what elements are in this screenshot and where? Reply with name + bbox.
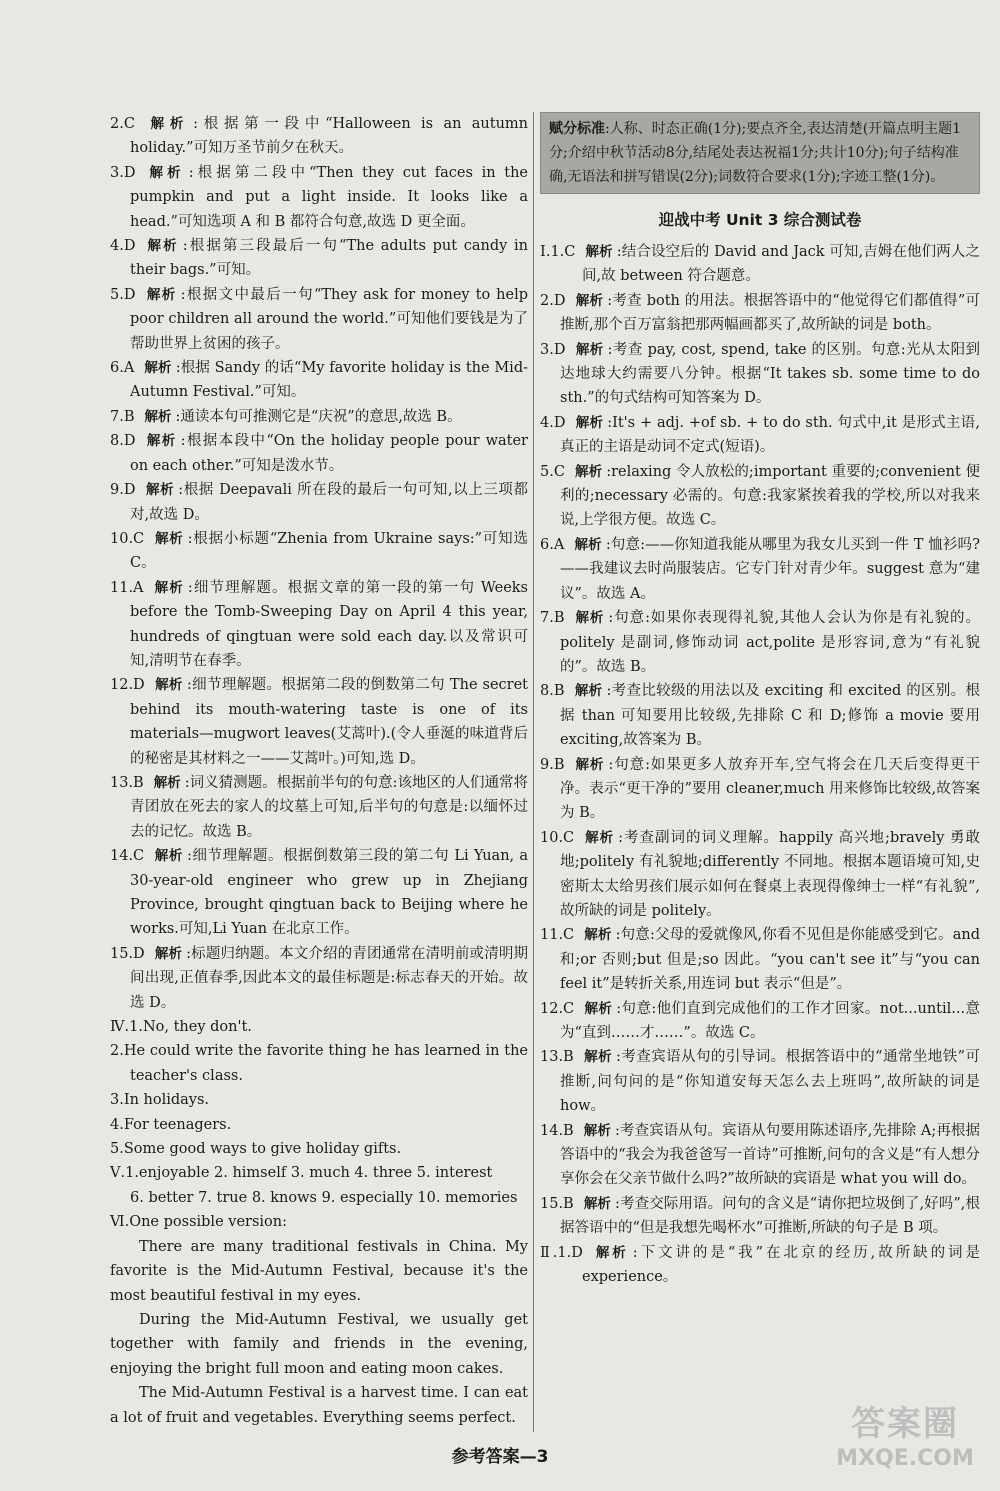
left-column: [110, 112, 528, 1430]
answer-number: 9.B: [540, 756, 565, 773]
answer-number: 10.C: [540, 829, 575, 846]
answer-number: 5.D: [110, 286, 136, 303]
analysis-label: 解析: [574, 463, 603, 480]
answer-text: :句意:他们直到完成他们的工作才回家。not...until...意为“直到……才……”。故选 C。: [560, 1000, 980, 1041]
column-divider: [533, 112, 534, 1432]
answer-text: :句意:如果更多人放弃开车,空气将会在几天后变得更干净。表示“更干净的”要用 cleaner,much 用来修饰比较级,故答案为 B。: [560, 756, 980, 822]
answer-text: :结合设空后的 David and Jack 可知,吉姆在他们两人之间,故 between 符合题意。: [582, 244, 980, 285]
answer-entry: [110, 1088, 528, 1112]
answer-number: 11.A: [110, 579, 144, 596]
answer-number: 9.D: [110, 482, 136, 499]
analysis-label: 解析: [145, 286, 177, 303]
answer-text: :relaxing 令人放松的;important 重要的;convenient 便利的;necessary 必需的。句意:我家紧挨着我的学校,所以对我来说,上学很方便。故选 C。: [560, 463, 981, 529]
answer-text: :根据文中最后一句“They ask for money to help poor children all around the world.”可知他们要钱是为了帮助世界上贫困的孩子。: [130, 286, 529, 352]
answer-number: 5.C: [540, 463, 565, 480]
answer-entry: [540, 1241, 980, 1290]
answer-entry: [110, 1235, 528, 1308]
analysis-label: 解析: [585, 244, 613, 260]
answer-number: 2.D: [540, 292, 566, 309]
answer-entry: [540, 240, 980, 289]
answer-entry: [110, 161, 528, 234]
answer-number: 5.: [110, 1141, 124, 1158]
analysis-label: 解析: [145, 482, 175, 499]
answer-number: 12.D: [110, 677, 145, 694]
answer-entry: [110, 283, 528, 356]
answer-text: :根据第三段最后一句“The adults put candy in their bags.”可知。: [130, 238, 529, 279]
answer-number: 11.C: [540, 927, 575, 944]
analysis-label: 解析: [583, 1049, 613, 1066]
analysis-label: 解析: [575, 292, 604, 309]
answer-text: :考查 pay, cost, spend, take 的区别。句意:光从太阳到达地球大约需要八分钟。根据“It takes sb. some time to do sth.”的句式结构可知答案为 D。: [560, 341, 981, 407]
answer-entry: [110, 1015, 528, 1039]
answer-text: :根据本段中“On the holiday people pour water on each other.”可知是泼水节。: [130, 433, 528, 474]
answer-number: 6.A: [110, 360, 135, 377]
answer-text: :考查副词的词义理解。happily 高兴地;bravely 勇敢地;politely 有礼貌地;differently 不同地。根据本题语境可知,史密斯太太给男孩们展示如何在餐桌上表现得像绅士一样“有礼貌”,故所缺的词是 politely。: [560, 829, 980, 919]
answer-number: 13.B: [110, 774, 144, 791]
answer-text: 6. better 7. true 8. knows 9. especially 10. memories: [130, 1189, 518, 1206]
watermark-text-cn: 答案圈: [851, 1404, 959, 1444]
answer-text: enjoyable 2. himself 3. much 4. three 5. interest: [138, 1165, 493, 1182]
watermark-logo: [820, 1402, 990, 1482]
answer-number: 4.D: [540, 414, 566, 431]
analysis-label: 解析: [145, 238, 179, 255]
answer-text: He could write the favorite thing he has learned in the teacher's class.: [123, 1043, 528, 1084]
answer-entry: [110, 1161, 528, 1185]
answer-number: 7.B: [110, 408, 135, 425]
answer-number: 4.: [110, 1116, 124, 1133]
analysis-label: 解析: [574, 756, 605, 773]
answer-entry: [540, 997, 980, 1046]
analysis-label: 解析: [574, 683, 603, 700]
answer-entry: [110, 1137, 528, 1161]
analysis-label: 解析: [575, 414, 604, 431]
analysis-label: 解析: [145, 433, 177, 450]
analysis-label: 解析: [584, 829, 615, 846]
analysis-label: 解析: [574, 610, 605, 627]
right-answers: [540, 240, 980, 1289]
answer-text: :句意:父母的爱就像风,你看不见但是你能感受到它。and 和;or 否则;but 但是;so 因此。“you can't see it”与“you can feel it”是转折关系,用连词 but 表示“但是”。: [560, 927, 980, 993]
answer-entry: [110, 405, 528, 429]
answer-text: :细节理解题。根据文章的第一段的第一句 Weeks before the Tomb-Sweeping Day on April 4 this year, hundreds of qingtuan were sold each day.以及常识可知,清明节在春季。: [130, 579, 528, 669]
answer-number: Ⅵ.: [110, 1214, 130, 1231]
analysis-label: 解析: [154, 848, 183, 865]
answer-entry: [110, 1186, 528, 1210]
answer-number: 8.B: [540, 683, 565, 700]
analysis-label: 解析: [583, 1122, 611, 1139]
answer-entry: [110, 576, 528, 674]
answer-text: :根据第一段中“Halloween is an autumn holiday.”可知万圣节前夕在秋天。: [130, 116, 529, 157]
answer-number: 15.B: [540, 1195, 574, 1212]
answer-number: 7.B: [540, 610, 565, 627]
answer-entry: [540, 826, 980, 924]
answer-number: 3.: [110, 1092, 124, 1109]
answer-entry: [110, 1039, 528, 1088]
scoring-criteria-box: [540, 112, 980, 194]
answer-entry: [540, 1119, 980, 1192]
answer-number: 10.C: [110, 530, 145, 547]
analysis-label: 解析: [583, 1195, 612, 1212]
answer-entry: [540, 338, 980, 411]
answer-text: :根据小标题“Zhenia from Ukraine says:”可知选 C。: [130, 530, 528, 572]
page-footer: 参考答案—3: [451, 1447, 549, 1467]
answer-text: :考查宾语从句。宾语从句要用陈述语序,先排除 A;再根据答语中的“我会为我爸爸写一首诗”可推断,问句的含义是“有人想分享你会在父亲节做什么吗?”故所缺的宾语是 what you will do。: [560, 1122, 981, 1188]
answer-entry: [540, 753, 980, 826]
answer-text: In holidays.: [123, 1092, 210, 1109]
right-column: [540, 112, 980, 1289]
answer-entry: [110, 429, 528, 478]
analysis-label: 解析: [154, 945, 183, 962]
answer-text: :根据 Deepavali 所在段的最后一句可知,以上三项都对,故选 D。: [130, 482, 528, 523]
answer-number: Ⅱ.1.D: [540, 1244, 583, 1261]
answer-text: :词义猜测题。根据前半句的句意:该地区的人们通常将青团放在死去的家人的坟墓上可知,后半句的句意是:以缅怀过去的记忆。故选 B。: [130, 774, 528, 840]
answer-text: One possible version:: [129, 1214, 287, 1231]
answer-number: Ⅴ.1.: [110, 1165, 139, 1182]
answer-entry: [110, 771, 528, 844]
answer-number: 15.D: [110, 945, 145, 962]
answer-entry: [540, 411, 980, 460]
answer-entry: [110, 527, 528, 576]
answer-entry: [110, 1113, 528, 1137]
answer-text: The Mid-Autumn Festival is a harvest time. I can eat a lot of fruit and vegetables. Everything seems perfect.: [110, 1385, 528, 1426]
answer-number: 3.D: [110, 164, 136, 181]
scoring-label: 赋分标准: [549, 121, 605, 137]
answer-text: :根据第二段中“Then they cut faces in the pumpkin and put a light inside. It looks like a head.”可知选项 A 和 B 都符合句意,故选 D 更全面。: [130, 164, 529, 230]
answer-entry: [540, 606, 980, 679]
answer-number: 12.C: [540, 1000, 575, 1017]
answer-text: :细节理解题。根据倒数第三段的第二句 Li Yuan, a 30-year-old engineer who grew up in Zhejiang Province, brought qingtuan back to Beijing where he works.可知,Li Yuan 在北京工作。: [130, 848, 528, 938]
analysis-label: 解析: [144, 408, 172, 425]
answer-text: :考查宾语从句的引导词。根据答语中的“通常坐地铁”可推断,问句问的是“你知道安每天怎么去上班吗”,故所缺的词是 how。: [560, 1049, 980, 1115]
answer-text: During the Mid-Autumn Festival, we usually get together with family and friends in the evening, enjoying the bright full moon and eating moon cakes.: [110, 1311, 528, 1377]
answer-number: 13.B: [540, 1049, 574, 1066]
analysis-label: 解析: [592, 1244, 629, 1261]
analysis-label: 解析: [144, 360, 172, 377]
answer-number: Ⅳ.1.: [110, 1019, 143, 1036]
answer-number: 8.D: [110, 433, 136, 450]
answer-text: :句意:——你知道我能从哪里为我女儿买到一件 T 恤衫吗?——我建议去时尚服装店。它专门针对青少年。suggest 意为“建议”。故选 A。: [560, 536, 981, 602]
answer-text: :考查交际用语。问句的含义是“请你把垃圾倒了,好吗”,根据答语中的“但是我想先喝杯水”可推断,所缺的句子是 B 项。: [560, 1195, 980, 1237]
answer-text: :根据 Sandy 的话“My favorite holiday is the Mid-Autumn Festival.”可知。: [130, 360, 529, 401]
answer-entry: [540, 289, 980, 338]
analysis-label: 解析: [584, 1000, 613, 1017]
answer-text: :下文讲的是“我”在北京的经历,故所缺的词是 experience。: [582, 1244, 980, 1286]
answer-text: :考查比较级的用法以及 exciting 和 excited 的区别。根据 than 可知要用比较级,先排除 C 和 D;修饰 a movie 要用 exciting,故答案为 B。: [560, 683, 980, 749]
analysis-label: 解析: [154, 677, 183, 694]
answer-entry: [110, 1308, 528, 1381]
analysis-label: 解析: [584, 927, 612, 944]
answer-text: :标题归纳题。本文介绍的青团通常在清明前或清明期间出现,正值春季,因此本文的最佳标题是:标志春天的开始。故选 D。: [130, 945, 528, 1011]
answer-number: Ⅰ.1.C: [540, 244, 576, 260]
scoring-text: :人称、时态正确(1分);要点齐全,表达清楚(开篇点明主题1分;介绍中秋节活动8分,结尾处表达祝福1分;共计10分);句子结构准确,无语法和拼写错误(2分);词数符合要求(1分);字迹工整(1分)。: [549, 121, 962, 185]
answer-entry: [110, 844, 528, 942]
watermark-text-url: MXQE.COM: [836, 1446, 974, 1471]
answer-text: :句意:如果你表现得礼貌,其他人会认为你是有礼貌的。politely 是副词,修饰动词 act,polite 是形容词,意为“有礼貌的”。故选 B。: [560, 610, 980, 675]
answer-entry: [110, 112, 528, 161]
answer-entry: [110, 1381, 528, 1430]
answer-text: There are many traditional festivals in China. My favorite is the Mid-Autumn Festival, because it's the most beautiful festival in my eyes.: [110, 1238, 528, 1304]
answer-entry: [540, 923, 980, 996]
analysis-label: 解析: [153, 774, 181, 791]
answer-entry: [540, 460, 980, 533]
answer-text: :通读本句可推测它是“庆祝”的意思,故选 B。: [175, 408, 462, 425]
answer-number: 2.C: [110, 116, 135, 132]
analysis-label: 解析: [144, 116, 190, 132]
answer-number: 14.C: [110, 848, 145, 865]
answer-text: No, they don't.: [142, 1019, 252, 1036]
analysis-label: 解析: [153, 579, 184, 596]
answer-entry: [110, 356, 528, 405]
answer-number: 2.: [110, 1043, 124, 1060]
analysis-label: 解析: [574, 536, 602, 553]
answer-entry: [540, 1192, 980, 1241]
answer-entry: [110, 234, 528, 283]
answer-text: :It's + adj. +of sb. + to do sth. 句式中,it 是形式主语,真正的主语是动词不定式(短语)。: [560, 414, 980, 456]
analysis-label: 解析: [145, 164, 185, 181]
answer-entry: [540, 1045, 980, 1118]
section-title: 迎战中考 Unit 3 综合测试卷: [658, 211, 862, 229]
answer-number: 3.D: [540, 341, 566, 358]
answer-entry: [110, 1210, 528, 1234]
answer-entry: [540, 533, 980, 606]
answer-number: 14.B: [540, 1122, 574, 1139]
analysis-label: 解析: [154, 530, 184, 547]
answer-entry: [110, 942, 528, 1015]
answer-number: 4.D: [110, 238, 136, 255]
answer-text: Some good ways to give holiday gifts.: [123, 1141, 402, 1158]
answer-text: :考查 both 的用法。根据答语中的“他觉得它们都值得”可推断,那个百万富翁把那两幅画都买了,故所缺的词是 both。: [560, 292, 981, 334]
answer-text: :细节理解题。根据第二段的倒数第二句 The secret behind its mouth-watering taste is one of its materials—mugwort leaves(艾蒿叶).(令人垂涎的味道背后的秘密是其材料之一——艾蒿叶。)可知,选 D。: [130, 677, 528, 767]
answer-text: For teenagers.: [123, 1116, 232, 1133]
answer-entry: [110, 673, 528, 771]
answer-number: 6.A: [540, 536, 565, 553]
answer-entry: [110, 478, 528, 527]
analysis-label: 解析: [575, 341, 604, 358]
answer-entry: [540, 679, 980, 752]
